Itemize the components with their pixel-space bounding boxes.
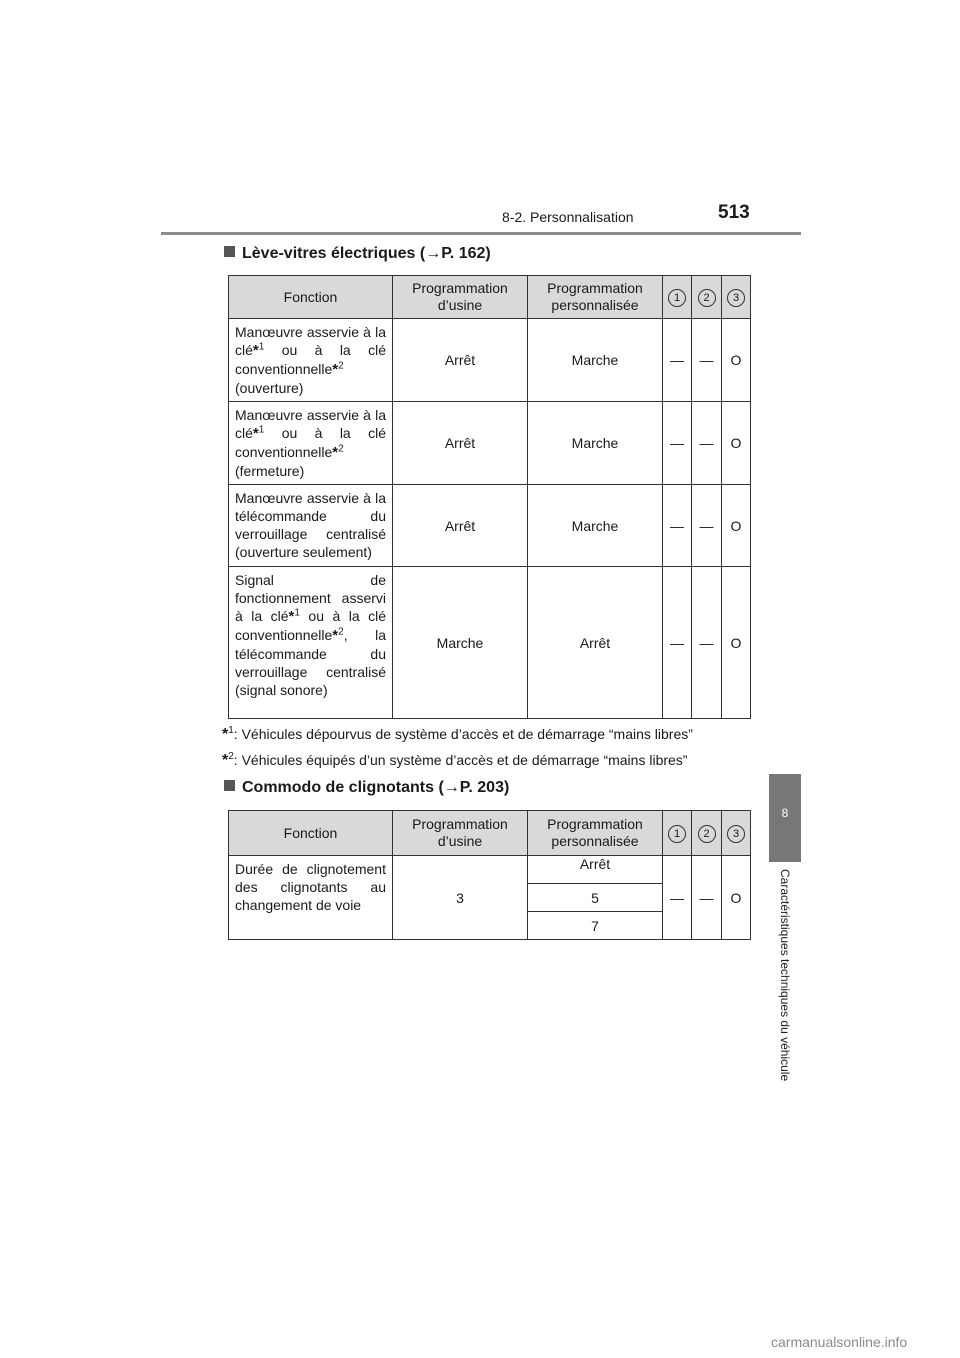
cell-custom: Marche bbox=[528, 402, 663, 485]
cell-col1: — bbox=[663, 856, 692, 940]
circled-3-icon: 3 bbox=[727, 825, 745, 843]
table-row bbox=[229, 856, 751, 884]
cell-function: Manœuvre asservie à la clé*$^1$ ou à la clé conventionnelle*$^2$ (ouverture) bbox=[229, 319, 393, 402]
cell-col1: — bbox=[663, 402, 692, 485]
table-row bbox=[229, 567, 751, 719]
table-header-row bbox=[229, 811, 751, 856]
cell-col3: O bbox=[722, 567, 751, 719]
cell-custom-option: 5 bbox=[528, 884, 663, 912]
chapter-label: Caractéristiques techniques du véhicule bbox=[778, 869, 792, 1082]
cell-custom: Arrêt bbox=[528, 567, 663, 719]
bullet-square-icon bbox=[224, 246, 235, 257]
bullet-square-icon bbox=[224, 780, 235, 791]
cell-custom-option: Arrêt bbox=[528, 856, 663, 884]
turn-signal-table bbox=[228, 810, 751, 940]
cell-factory: Arrêt bbox=[393, 402, 528, 485]
header-col2 bbox=[692, 811, 722, 856]
cell-col3: O bbox=[722, 856, 751, 940]
header-col3 bbox=[722, 276, 751, 319]
circled-1-icon: 1 bbox=[668, 289, 686, 307]
header-col1 bbox=[663, 276, 692, 319]
section-title-text: Lève-vitres électriques (→P. 162) bbox=[242, 245, 491, 262]
cell-custom-option: 7 bbox=[528, 912, 663, 940]
cell-factory: Arrêt bbox=[393, 319, 528, 402]
power-windows-table bbox=[228, 275, 751, 719]
table-header-row bbox=[229, 276, 751, 319]
circled-3-icon: 3 bbox=[727, 289, 745, 307]
table-row bbox=[229, 485, 751, 567]
footnote-1: *$^1$: Véhicules dépourvus de système d’accès et de démarrage “mains libres” bbox=[222, 725, 693, 743]
running-header-section: 8-2. Personnalisation bbox=[502, 209, 634, 225]
header-rule bbox=[161, 232, 801, 235]
cell-col3: O bbox=[722, 485, 751, 567]
section-title-turn-signals bbox=[224, 779, 509, 797]
circled-2-icon: 2 bbox=[698, 825, 716, 843]
header-custom: Programmation personnalisée bbox=[528, 811, 663, 856]
cell-factory: Arrêt bbox=[393, 485, 528, 567]
cell-factory: 3 bbox=[393, 856, 528, 940]
cell-custom: Marche bbox=[528, 319, 663, 402]
header-custom: Programmation personnalisée bbox=[528, 276, 663, 319]
chapter-tab bbox=[769, 774, 801, 862]
cell-custom: Marche bbox=[528, 485, 663, 567]
cell-col3: O bbox=[722, 402, 751, 485]
chapter-number: 8 bbox=[781, 806, 789, 820]
cell-function: Signal de fonctionnement asservi à la clé*$^1$ ou à la clé conventionnelle*$^2$, la télécommande du verrouillage centralisé (signal sonore) bbox=[229, 567, 393, 719]
circled-1-icon: 1 bbox=[668, 825, 686, 843]
header-factory: Programmation d’usine bbox=[393, 276, 528, 319]
cell-col2: — bbox=[692, 319, 722, 402]
table-row bbox=[229, 319, 751, 402]
header-function: Fonction bbox=[229, 276, 393, 319]
watermark: carmanualsonline.info bbox=[771, 1334, 908, 1350]
cell-factory: Marche bbox=[393, 567, 528, 719]
cell-col2: — bbox=[692, 567, 722, 719]
cell-col1: — bbox=[663, 319, 692, 402]
cell-col2: — bbox=[692, 402, 722, 485]
cell-col2: — bbox=[692, 485, 722, 567]
page-number: 513 bbox=[718, 202, 750, 223]
header-col3 bbox=[722, 811, 751, 856]
table-row bbox=[229, 402, 751, 485]
cell-function: Durée de clignotement des clignotants au changement de voie bbox=[229, 856, 393, 940]
section-title-power-windows bbox=[224, 245, 491, 263]
cell-function: Manœuvre asservie à la clé*$^1$ ou à la clé conventionnelle*$^2$ (fermeture) bbox=[229, 402, 393, 485]
section-title-text: Commodo de clignotants (→P. 203) bbox=[242, 779, 510, 796]
cell-col1: — bbox=[663, 567, 692, 719]
footnote-2: *$^2$: Véhicules équipés d’un système d’accès et de démarrage “mains libres” bbox=[222, 751, 688, 769]
cell-col2: — bbox=[692, 856, 722, 940]
header-factory: Programmation d’usine bbox=[393, 811, 528, 856]
cell-col1: — bbox=[663, 485, 692, 567]
cell-col3: O bbox=[722, 319, 751, 402]
header-col1 bbox=[663, 811, 692, 856]
header-function: Fonction bbox=[229, 811, 393, 856]
header-col2 bbox=[692, 276, 722, 319]
circled-2-icon: 2 bbox=[698, 289, 716, 307]
cell-function: Manœuvre asservie à la télécommande du verrouillage centralisé (ouverture seulement) bbox=[229, 485, 393, 567]
